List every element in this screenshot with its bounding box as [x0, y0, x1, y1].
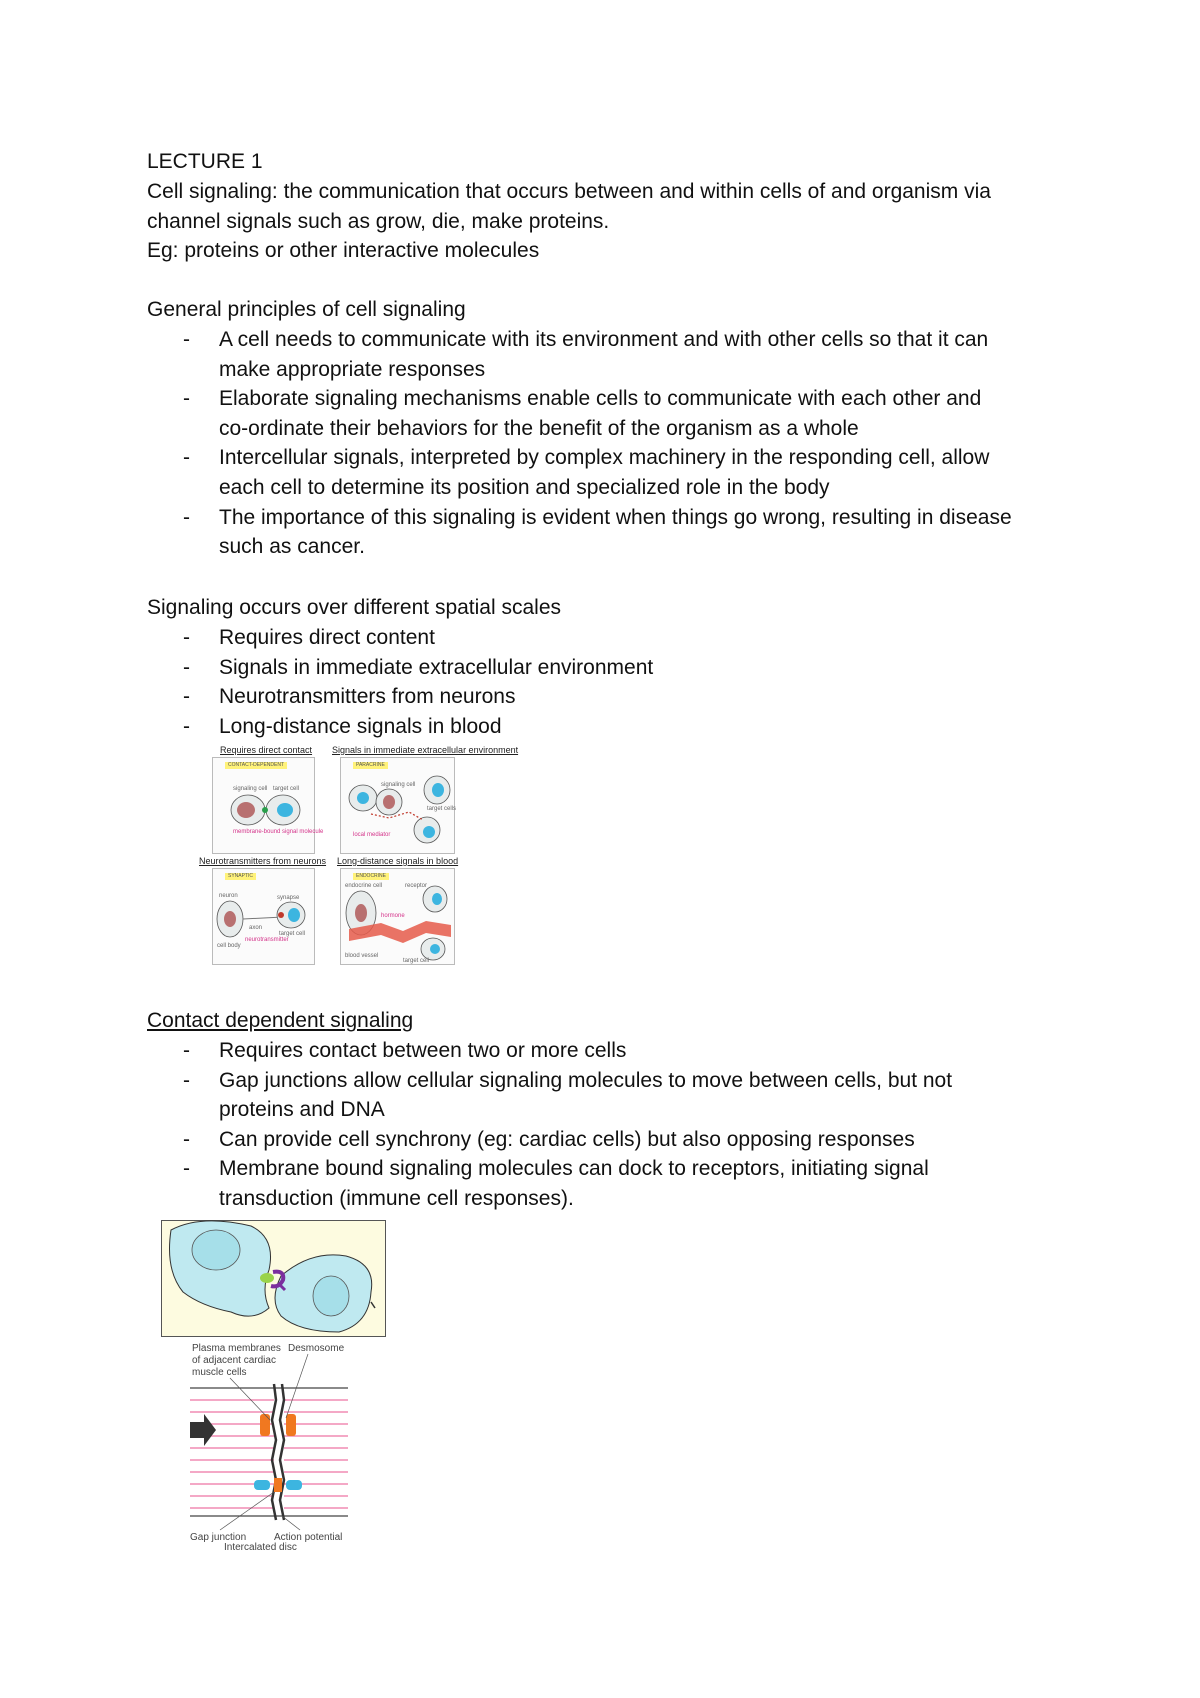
general-principles-list [147, 325, 1012, 562]
svg-text:Desmosome: Desmosome [288, 1343, 345, 1354]
panel-title-synaptic: Neurotransmitters from neurons [199, 856, 327, 866]
panel-endocrine [340, 868, 455, 965]
membrane-docking-figure [161, 1220, 386, 1337]
svg-text:Gap junction: Gap junction [190, 1532, 247, 1543]
lecture-title: LECTURE 1 [147, 150, 263, 173]
panel-paracrine [340, 757, 455, 854]
svg-text:signaling cell: signaling cell [233, 786, 268, 792]
svg-text:axon: axon [249, 925, 263, 931]
panel-title-endocrine: Long-distance signals in blood [337, 856, 459, 866]
svg-text:cell body: cell body [217, 943, 241, 949]
synaptic-diagram [213, 869, 314, 964]
list-item: - Intercellular signals, interpreted by complex machinery in the responding cell, allow [183, 446, 990, 470]
general-principles-heading: General principles of cell signaling [147, 298, 466, 321]
list-item-continued: co-ordinate their behaviors for the benefit of the organism as a whole [219, 416, 859, 440]
panel-title-contact: Requires direct contact [220, 745, 313, 755]
intro-line-3: Eg: proteins or other interactive molecules [147, 239, 540, 262]
panel-synaptic [212, 868, 315, 965]
panel-title-paracrine: Signals in immediate extracellular environment [332, 745, 519, 755]
intro-line-1: Cell signaling: the communication that occurs between and within cells of and organism via [147, 180, 991, 203]
list-item: - Gap junctions allow cellular signaling molecules to move between cells, but not [183, 1068, 953, 1092]
svg-text:hormone: hormone [381, 913, 405, 919]
intro-line-2: channel signals such as grow, die, make proteins. [147, 210, 610, 233]
panel-tag: PARACRINE [353, 762, 388, 769]
endocrine-diagram [341, 869, 454, 964]
svg-text:receptor: receptor [405, 883, 428, 889]
svg-text:endocrine cell: endocrine cell [345, 883, 383, 889]
list-item: - Requires contact between two or more cells [183, 1039, 627, 1062]
contact-dependent-diagram [213, 758, 324, 853]
list-item-continued: each cell to determine its position and specialized role in the body [219, 475, 830, 499]
paracrine-diagram [341, 758, 457, 853]
contact-dependent-list [147, 1036, 952, 1214]
svg-text:neuron: neuron [219, 893, 238, 899]
svg-text:blood vessel: blood vessel [345, 953, 379, 959]
intercalated-disc-diagram [190, 1340, 350, 1553]
list-item: - Requires direct content [183, 626, 435, 649]
svg-text:Intercalated disc: Intercalated disc [224, 1542, 297, 1553]
svg-text:membrane-bound signal molecule: membrane-bound signal molecule [233, 829, 324, 835]
svg-text:of adjacent cardiac: of adjacent cardiac [192, 1355, 276, 1366]
list-item: - Elaborate signaling mechanisms enable cells to communicate with each other and [183, 387, 982, 411]
panel-contact-dependent [212, 757, 324, 854]
contact-dependent-heading: Contact dependent signaling [147, 1009, 414, 1032]
list-item: - A cell needs to communicate with its environment and with other cells so that it can [183, 328, 989, 351]
list-item: - Signals in immediate extracellular environment [183, 655, 654, 679]
list-item: - Can provide cell synchrony (eg: cardiac cells) but also opposing responses [183, 1127, 915, 1151]
list-item: - Neurotransmitters from neurons [183, 685, 516, 709]
svg-text:target cell: target cell [273, 786, 300, 792]
svg-text:signaling cell: signaling cell [381, 782, 416, 788]
list-item: - The importance of this signaling is evident when things go wrong, resulting in disease [183, 505, 1012, 529]
spatial-scales-list [147, 623, 653, 741]
list-item-continued: such as cancer. [219, 535, 365, 559]
svg-text:Action potential: Action potential [274, 1532, 343, 1543]
signaling-types-figure [195, 745, 525, 970]
panel-tag: SYNAPTIC [225, 873, 256, 880]
list-item: - Long-distance signals in blood [183, 714, 502, 738]
membrane-docking-diagram [161, 1220, 386, 1337]
svg-text:target cell: target cell [279, 931, 306, 937]
spatial-scales-heading: Signaling occurs over different spatial scales [147, 596, 562, 619]
svg-text:target cells: target cells [427, 806, 457, 812]
list-item: - Membrane bound signaling molecules can dock to receptors, initiating signal [183, 1157, 929, 1181]
list-item-continued: make appropriate responses [219, 357, 486, 381]
panel-tag: ENDOCRINE [353, 873, 389, 880]
svg-text:local mediator: local mediator [353, 832, 391, 838]
svg-text:target cell: target cell [403, 958, 430, 964]
list-item-continued: transduction (immune cell responses). [219, 1186, 574, 1210]
svg-text:synapse: synapse [277, 895, 300, 901]
svg-text:Plasma membranes: Plasma membranes [192, 1343, 281, 1354]
intercalated-disc-figure [190, 1340, 350, 1553]
svg-text:neurotransmitter: neurotransmitter [245, 937, 289, 943]
panel-tag: CONTACT-DEPENDENT [225, 762, 287, 769]
list-item-continued: proteins and DNA [219, 1098, 385, 1122]
svg-text:muscle cells: muscle cells [192, 1367, 247, 1378]
